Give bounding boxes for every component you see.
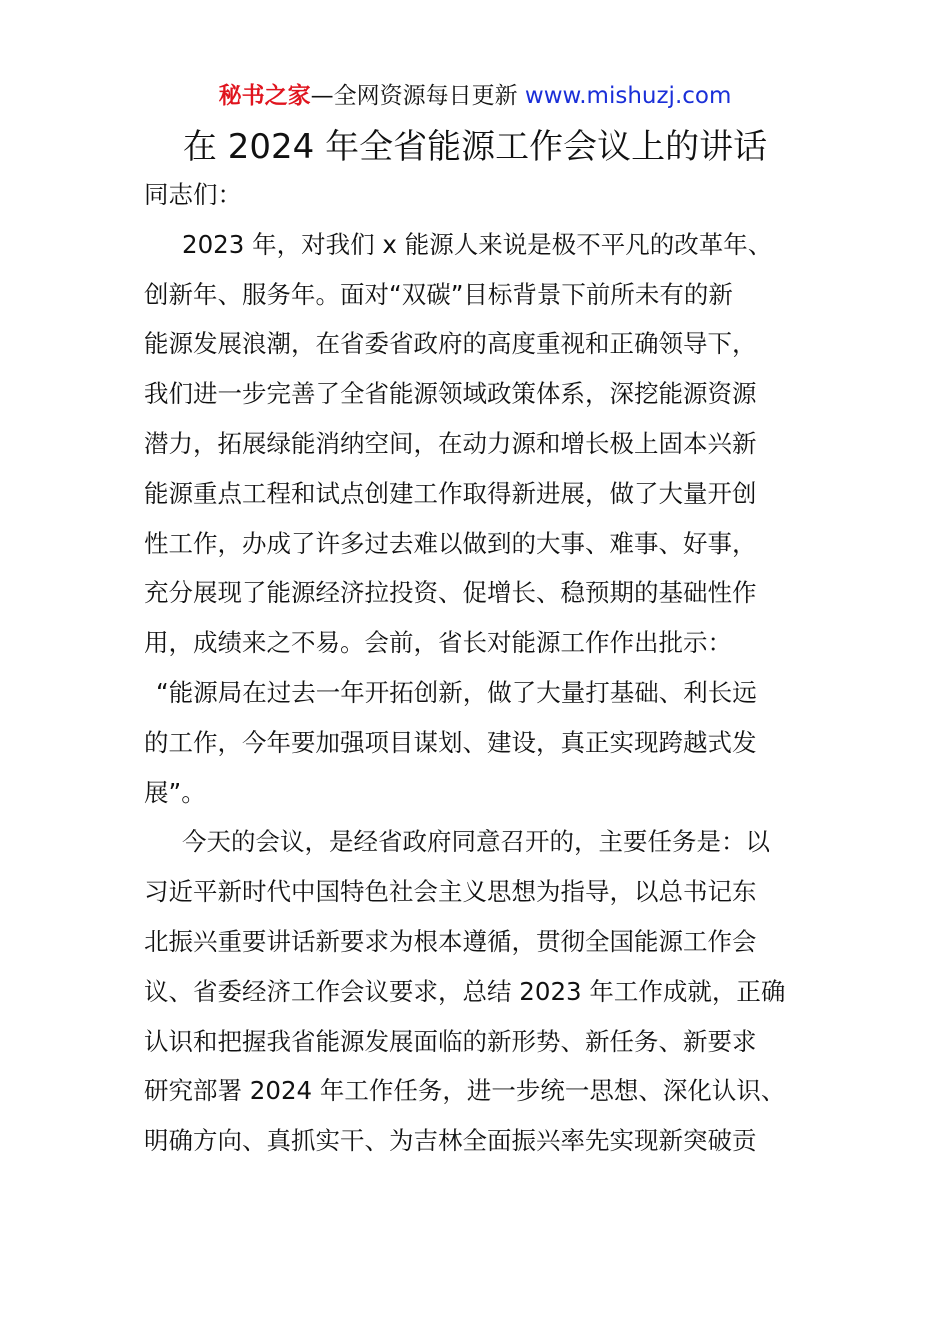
paragraph-line: 明确方向、真抓实干、为吉林全面振兴率先实现新突破贡	[144, 1126, 757, 1156]
salutation: 同志们：	[144, 180, 242, 209]
paragraph-line: 能源重点工程和试点创建工作取得新进展，做了大量开创	[144, 478, 757, 508]
paragraph-line: 2023 年，对我们 x 能源人来说是极不平凡的改革年、	[182, 229, 773, 259]
paragraph-line: 充分展现了能源经济拉投资、促增长、稳预期的基础性作	[144, 578, 757, 608]
site-tagline: —全网资源每日更新	[310, 83, 525, 109]
paragraph-line: 研究部署 2024 年工作任务，进一步统一思想、深化认识、	[144, 1076, 786, 1106]
paragraph-line: 能源发展浪潮，在省委省政府的高度重视和正确领导下，	[144, 329, 757, 359]
paragraph-line: 的工作，今年要加强项目谋划、建设，真正实现跨越式发	[144, 727, 757, 757]
paragraph-line: 性工作，办成了许多过去难以做到的大事、难事、好事，	[144, 528, 757, 558]
paragraph-line: 潜力，拓展绿能消纳空间，在动力源和增长极上固本兴新	[144, 428, 757, 458]
document-body	[144, 170, 824, 1166]
paragraph-line: 创新年、服务年。面对“双碳”目标背景下前所未有的新	[144, 279, 733, 309]
site-header	[0, 80, 950, 112]
site-brand: 秘书之家	[218, 83, 311, 109]
paragraph-line: 议、省委经济工作会议要求，总结 2023 年工作成就，正确	[144, 976, 786, 1006]
paragraph-line: 今天的会议，是经省政府同意召开的，主要任务是：以	[182, 827, 770, 857]
paragraph-line: 认识和把握我省能源发展面临的新形势、新任务、新要求	[144, 1026, 757, 1056]
paragraph-line: 展”。	[144, 777, 206, 807]
paragraph-line: “能源局在过去一年开拓创新，做了大量打基础、利长远	[156, 677, 757, 707]
site-url-link[interactable]: www.mishuzj.com	[524, 83, 732, 109]
paragraph-line: 用，成绩来之不易。会前，省长对能源工作作出批示：	[144, 628, 732, 658]
document-title: 在 2024 年全省能源工作会议上的讲话	[182, 127, 768, 167]
paragraph-line: 我们进一步完善了全省能源领域政策体系，深挖能源资源	[144, 379, 757, 409]
paragraph-line: 北振兴重要讲话新要求为根本遵循，贯彻全国能源工作会	[144, 926, 757, 956]
paragraph-line: 习近平新时代中国特色社会主义思想为指导，以总书记东	[144, 877, 757, 907]
